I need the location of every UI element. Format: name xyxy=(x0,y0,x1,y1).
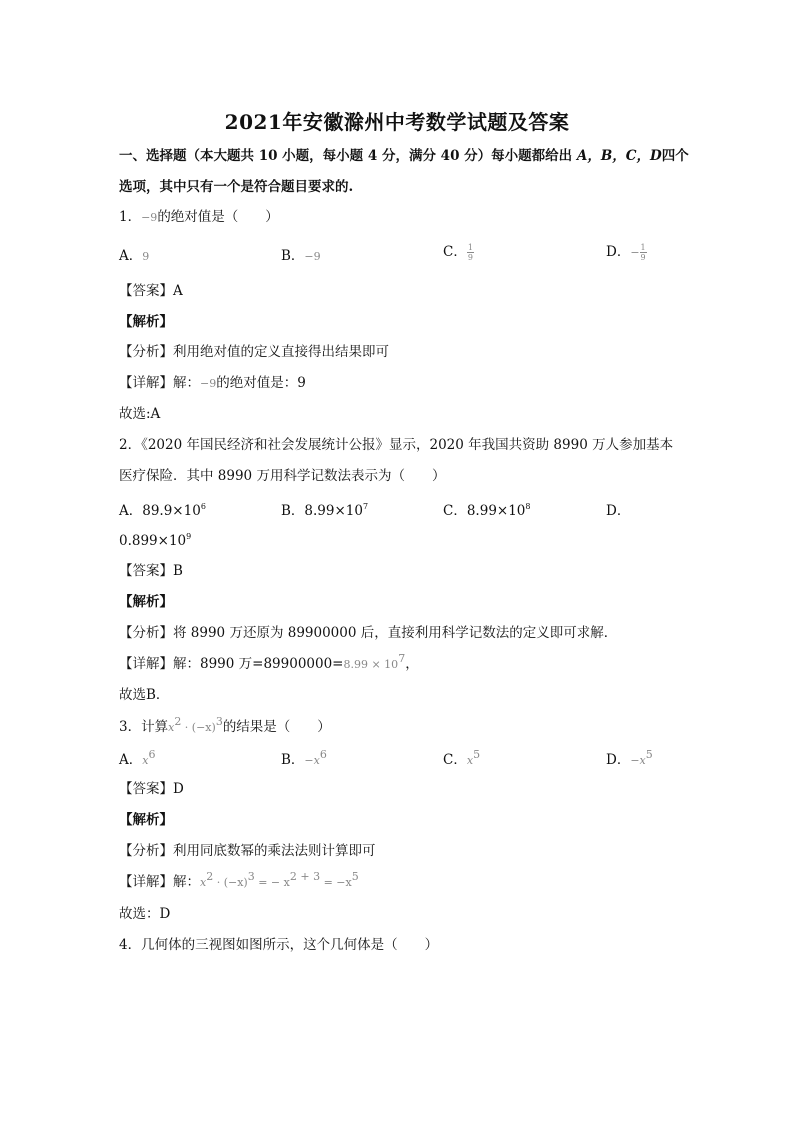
q3-stem-exponent: 3 xyxy=(215,715,223,728)
q1-stem-math: −9 xyxy=(141,211,158,224)
detail-prefix: 【详解】解： xyxy=(119,375,200,391)
q2-analysis-head: 【解析】 xyxy=(119,594,173,610)
option-label: B． xyxy=(281,248,305,264)
option-exponent: 9 xyxy=(186,532,192,541)
option-label: C． xyxy=(443,752,467,768)
q4-stem: 4．几何体的三视图如图所示，这个几何体是（ ） xyxy=(119,937,439,953)
q1-analysis-head: 【解析】 xyxy=(119,314,173,330)
page-title: 2021年安徽滁州中考数学试题及答案 xyxy=(224,110,570,134)
option-label: C． xyxy=(443,503,467,519)
option-label: C． xyxy=(443,244,467,260)
q3-stem xyxy=(119,715,331,737)
q1-stem-text: 的绝对值是（ ） xyxy=(157,209,279,225)
option-sign: − xyxy=(630,246,640,259)
q2-stem-line-2: 医疗保险．其中 8990 万用科学记数法表示为（ ） xyxy=(119,468,446,484)
option-exponent: 6 xyxy=(319,748,327,761)
q3-choice: 故选：D xyxy=(119,906,171,922)
detail-prefix: 【详解】解：8990 万=89900000= xyxy=(119,656,344,672)
detail-math: −9 xyxy=(200,377,217,390)
fraction-denominator: 9 xyxy=(467,253,473,262)
q3-stem-prefix: 3．计算 xyxy=(119,719,169,735)
detail-exponent: 2 xyxy=(206,870,214,883)
q3-option-b xyxy=(281,748,327,770)
option-math: −9 xyxy=(304,250,321,263)
option-label: D． xyxy=(606,752,631,768)
option-label: B． xyxy=(281,503,305,519)
option-label: A． xyxy=(119,503,143,519)
q2-stem-line-1: 2．《2020 年国民经济和社会发展统计公报》显示，2020 年我国共资助 8990 万人参加基本 xyxy=(119,437,674,453)
q3-analysis-head: 【解析】 xyxy=(119,812,173,828)
q2-option-d-value xyxy=(119,532,191,550)
option-math: −x xyxy=(304,754,320,767)
q1-stem xyxy=(119,208,279,227)
detail-suffix: 的绝对值是：9 xyxy=(216,375,306,391)
q1-option-c xyxy=(443,243,474,262)
detail-exponent: 5 xyxy=(351,870,359,883)
q1-option-d xyxy=(606,243,647,262)
q1-number: 1． xyxy=(119,209,142,225)
option-math: x xyxy=(466,754,474,767)
option-exponent: 5 xyxy=(645,748,653,761)
q1-choice: 故选:A xyxy=(119,406,161,422)
option-math: x xyxy=(142,754,149,767)
detail-exponent: 7 xyxy=(398,652,406,665)
q2-option-a xyxy=(119,502,206,520)
q3-stem-math: · (−x) xyxy=(181,721,216,734)
q2-choice: 故选B． xyxy=(119,687,170,703)
section-header-text-a: 一、选择题（本大题共 10 小题，每小题 4 分，满分 40 分）每小题都给出 xyxy=(119,148,577,164)
detail-math: · (−x) xyxy=(213,876,248,889)
q3-analysis: 【分析】利用同底数幂的乘法法则计算即可 xyxy=(119,843,376,859)
option-label: D． xyxy=(606,244,631,260)
q3-stem-math: x xyxy=(168,721,175,734)
q1-detail xyxy=(119,374,306,393)
section-header-line-2: 选项，其中只有一个是符合题目要求的. xyxy=(119,179,354,195)
fraction xyxy=(467,243,474,262)
detail-math: = −x xyxy=(320,876,352,889)
option-base: 8.99×10 xyxy=(304,503,363,519)
q3-stem-suffix: 的结果是（ ） xyxy=(222,719,331,735)
option-base: 0.899×10 xyxy=(119,533,187,549)
detail-math: 8.99 × 10 xyxy=(343,658,399,671)
section-header-line-1 xyxy=(119,147,689,165)
detail-math: = − x xyxy=(254,876,290,889)
q1-option-a xyxy=(119,247,149,266)
q2-answer: 【答案】B xyxy=(119,563,183,579)
q1-option-b xyxy=(281,247,321,266)
option-label: A． xyxy=(119,752,143,768)
option-math: −x xyxy=(630,754,646,767)
option-base: 8.99×10 xyxy=(466,503,526,519)
q1-analysis: 【分析】利用绝对值的定义直接得出结果即可 xyxy=(119,344,389,360)
option-exponent: 8 xyxy=(525,502,531,511)
q2-option-b xyxy=(281,502,368,520)
q3-stem-exponent: 2 xyxy=(174,715,182,728)
option-label: B． xyxy=(281,752,305,768)
fraction-numerator: 1 xyxy=(640,243,646,252)
section-header-text-b: 四个 xyxy=(661,148,689,164)
option-label: A． xyxy=(119,248,143,264)
detail-math: x xyxy=(200,876,207,889)
fraction-denominator: 9 xyxy=(640,253,646,262)
detail-exponent: 3 xyxy=(247,870,255,883)
q2-option-d-label: D． xyxy=(606,503,631,519)
q3-option-a xyxy=(119,748,156,770)
detail-prefix: 【详解】解： xyxy=(119,874,200,890)
option-exponent: 6 xyxy=(200,502,206,511)
q2-detail xyxy=(119,652,419,674)
q2-analysis: 【分析】将 8990 万还原为 89900000 后，直接利用科学记数法的定义即可求解． xyxy=(119,625,618,641)
q3-option-c xyxy=(443,748,481,770)
fraction xyxy=(640,243,647,262)
detail-suffix: ， xyxy=(405,656,419,672)
fraction-numerator: 1 xyxy=(467,243,473,252)
option-exponent: 5 xyxy=(473,748,481,761)
section-header-letters: A，B，C，D xyxy=(576,148,662,164)
option-exponent: 7 xyxy=(362,502,369,511)
q2-option-c xyxy=(443,502,531,520)
q3-detail xyxy=(119,870,359,892)
q3-option-d xyxy=(606,748,653,770)
option-exponent: 6 xyxy=(148,748,156,761)
q1-answer: 【答案】A xyxy=(119,283,183,299)
detail-exponent: 2 + 3 xyxy=(289,870,321,883)
q3-answer: 【答案】D xyxy=(119,781,184,797)
option-math: 9 xyxy=(142,250,150,263)
option-base: 89.9×10 xyxy=(142,503,201,519)
